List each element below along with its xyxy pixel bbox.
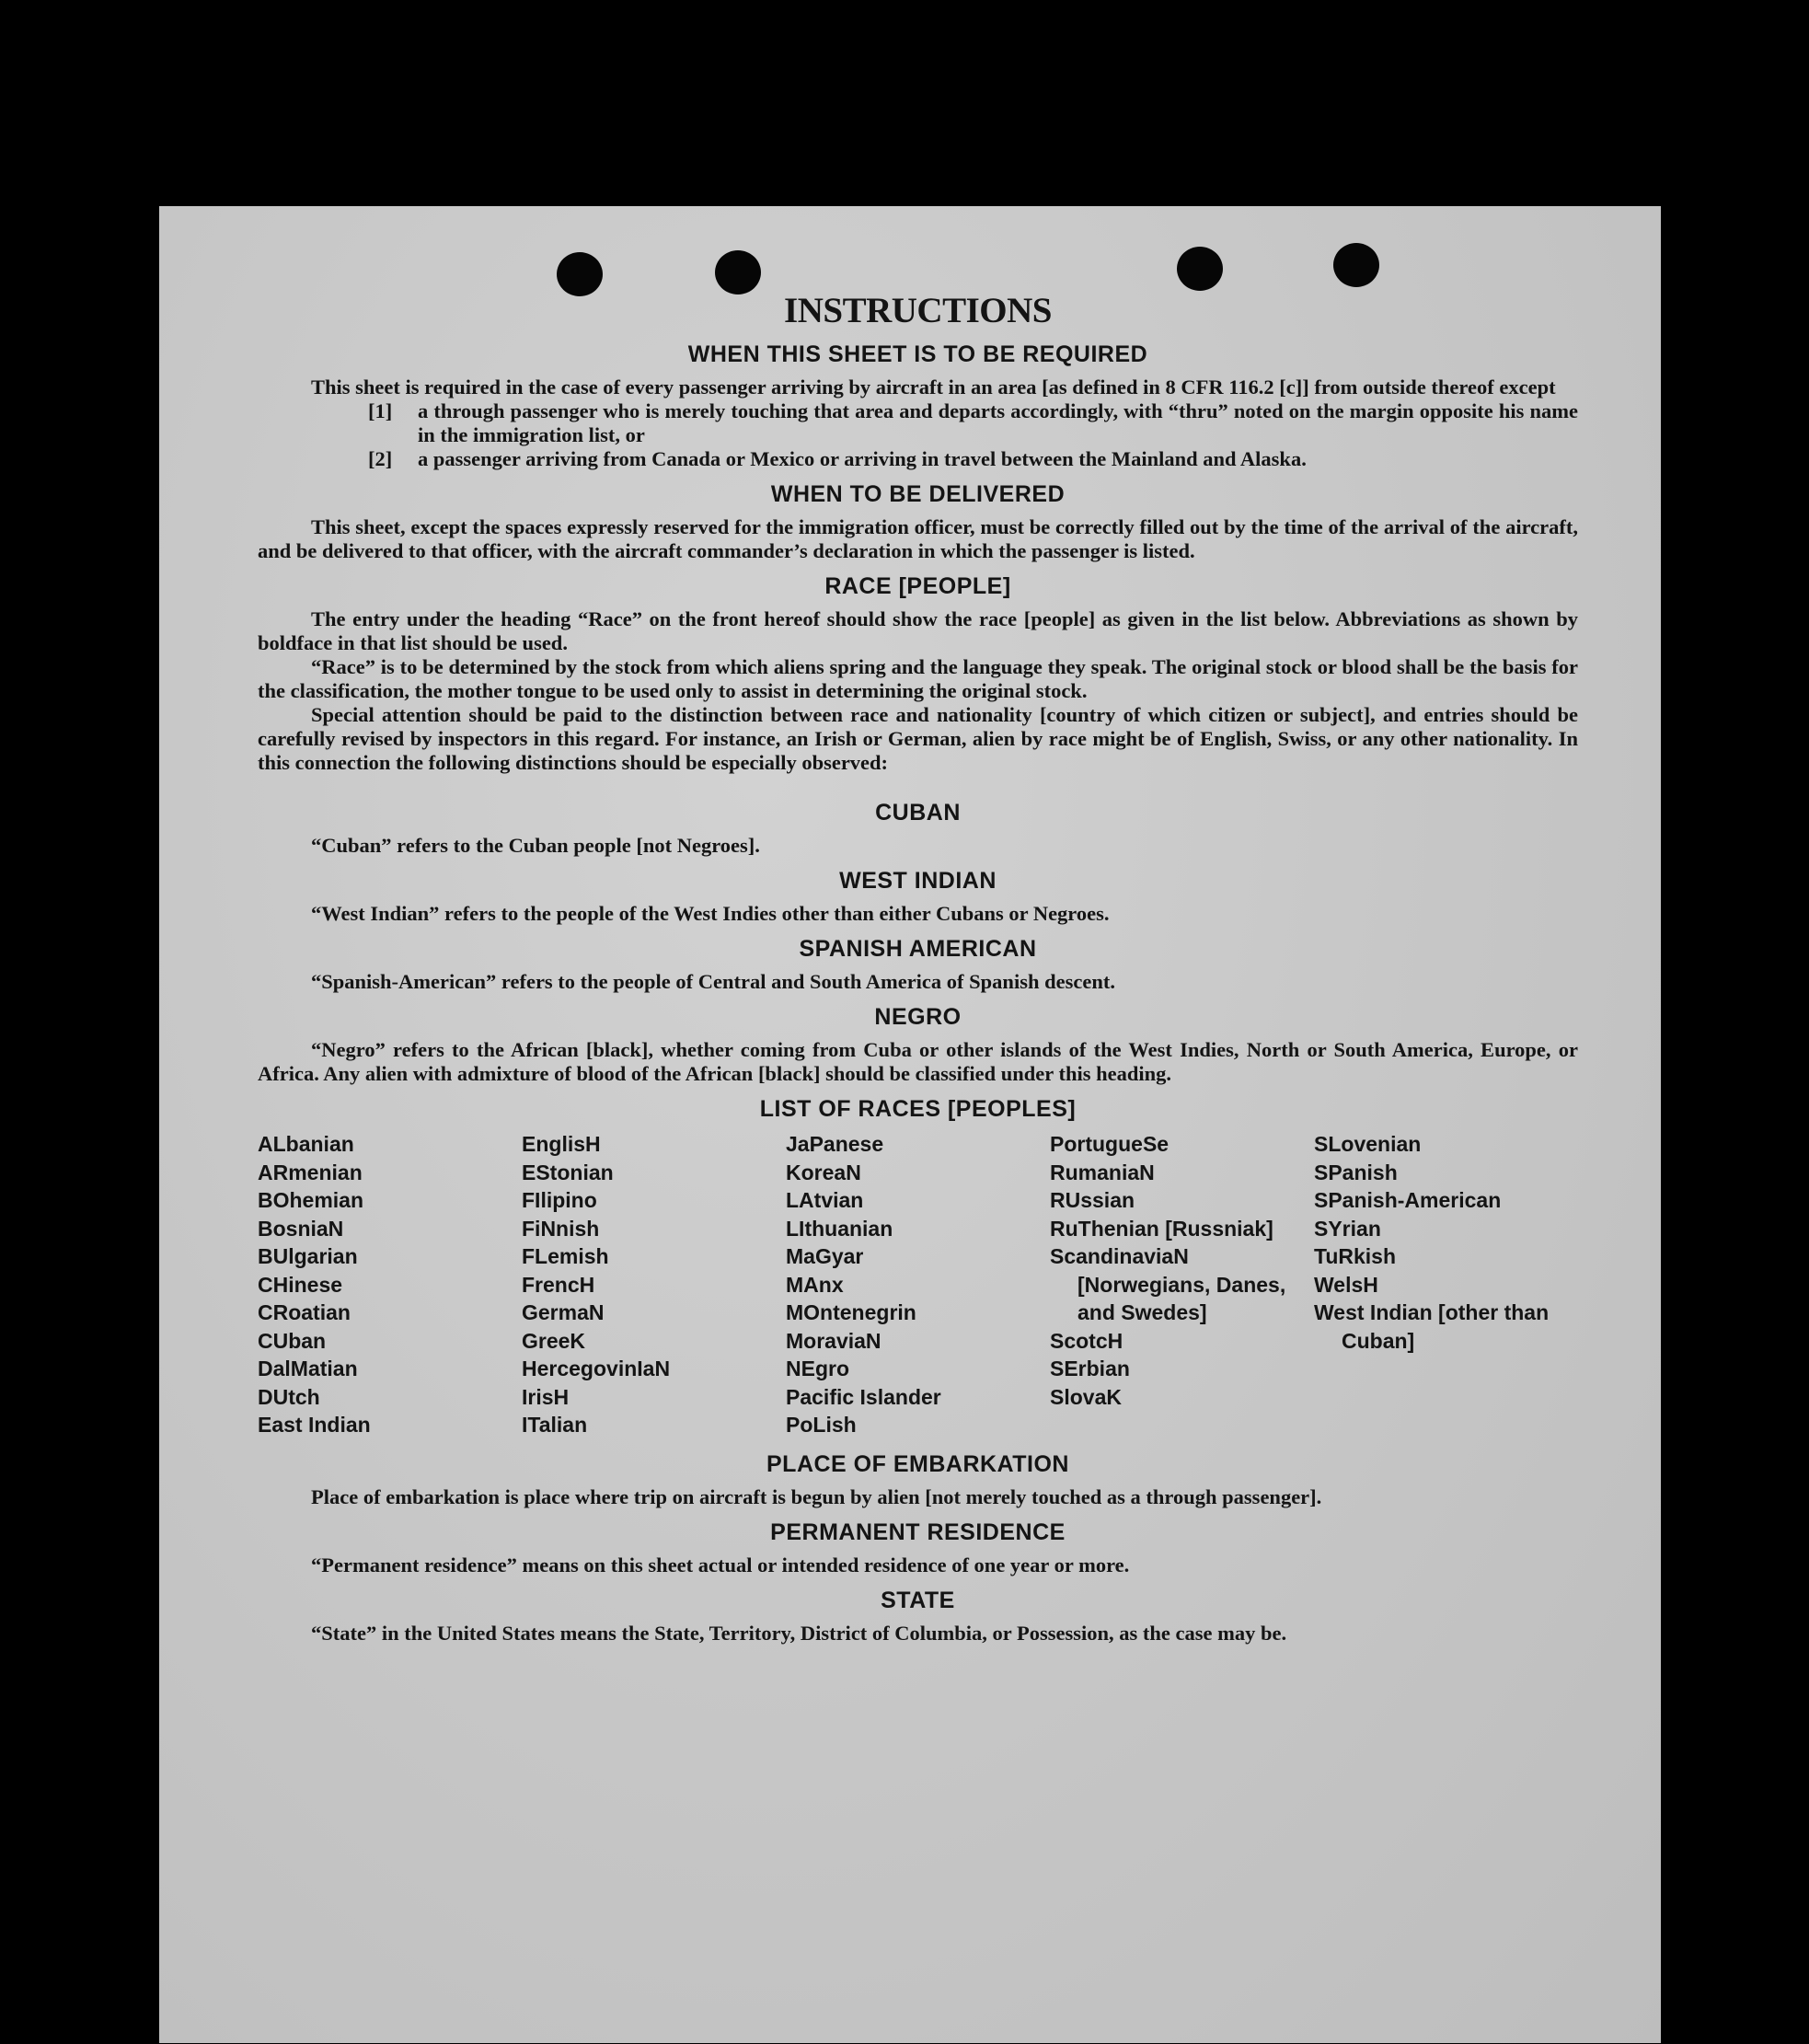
race-entry: MAnx	[786, 1272, 844, 1297]
section-heading-race-list: LIST OF RACES [PEOPLES]	[759, 1096, 1077, 1122]
exception-list	[368, 399, 1578, 471]
race-column	[522, 1130, 786, 1439]
race-paragraph: “Race” is to be determined by the stock from which aliens spring and the language they speak. The original stock or blood shall be the basis for the classification, the mother tongue to be used only to assist in determining the original stock.	[258, 655, 1578, 702]
race-entry: LAtvian	[786, 1188, 864, 1212]
race-entry: SLovenian	[1314, 1132, 1422, 1156]
race-entry: SPanish	[1314, 1160, 1398, 1184]
race-entry: FIlipino	[522, 1188, 597, 1212]
punch-hole	[1177, 247, 1223, 291]
section-heading-embarkation: PLACE OF EMBARKATION	[766, 1450, 1069, 1477]
section-heading-state: STATE	[881, 1587, 955, 1613]
race-entry: FiNnish	[522, 1216, 600, 1241]
exception-number: [1]	[368, 399, 393, 422]
race-entry: WelsH	[1314, 1272, 1378, 1297]
section-heading-required: WHEN THIS SHEET IS TO BE REQUIRED	[687, 341, 1148, 367]
delivered-text: This sheet, except the spaces expressly reserved for the immigration officer, must be correctly filled out by the time of the arrival of the aircraft, and be delivered to that officer, with the aircraft commander’s declaration in which the passenger is listed.	[258, 515, 1578, 562]
race-entry: MoraviaN	[786, 1328, 881, 1353]
required-intro: This sheet is required in the case of every passenger arriving by aircraft in an area [as defined in 8 CFR 116.2 [c]] from outside thereof except	[311, 375, 1556, 398]
section-heading-negro: NEGRO	[874, 1004, 962, 1030]
race-entry: KoreaN	[786, 1160, 861, 1184]
punch-hole	[557, 252, 603, 296]
section-heading-race: RACE [PEOPLE]	[824, 573, 1011, 599]
race-column	[1314, 1130, 1578, 1439]
race-entry: SPanish-American	[1314, 1188, 1502, 1212]
race-entry: IrisH	[522, 1384, 570, 1409]
exception-number: [2]	[368, 447, 393, 470]
race-entry: NEgro	[786, 1357, 849, 1380]
race-paragraph: The entry under the heading “Race” on the front hereof should show the race [people] as given in the list below. Abbreviations as shown by boldface in that list should be used.	[258, 607, 1578, 654]
race-entry: HercegovinIaN	[522, 1357, 671, 1380]
race-entry: EnglisH	[522, 1132, 601, 1156]
spanish-american-text: “Spanish-American” refers to the people of Central and South America of Spanish descent.	[311, 970, 1115, 993]
race-entry: RUssian	[1050, 1188, 1135, 1212]
race-entry: BOhemian	[258, 1188, 364, 1212]
west-indian-text: “West Indian” refers to the people of the West Indies other than either Cubans or Negroes.	[311, 902, 1110, 925]
race-entry: ScotcH	[1050, 1328, 1123, 1353]
punch-hole	[715, 250, 761, 294]
race-entry: DalMatian	[258, 1357, 358, 1380]
race-entry: CHinese	[258, 1272, 343, 1297]
race-entry: FrencH	[522, 1272, 595, 1297]
race-entry: DUtch	[258, 1384, 320, 1409]
race-entry: PortugueSe	[1050, 1132, 1170, 1156]
race-entry: GermaN	[522, 1300, 605, 1324]
race-entry: RuThenian [Russniak]	[1050, 1216, 1273, 1241]
race-entry: MOntenegrin	[786, 1300, 916, 1324]
negro-text: “Negro” refers to the African [black], whether coming from Cuba or other islands of the West Indies, North or South America, Europe, or Africa. Any alien with admixture of blood of the African [black] should be classified under this heading.	[258, 1038, 1578, 1085]
section-heading-west-indian: WEST INDIAN	[839, 868, 997, 894]
page-title: INSTRUCTIONS	[784, 291, 1052, 330]
race-entry: SlovaK	[1050, 1384, 1122, 1409]
race-entry: GreeK	[522, 1328, 586, 1353]
state-text: “State” in the United States means the State, Territory, District of Columbia, or Possession, as the case may be.	[311, 1621, 1287, 1645]
race-entry: TuRkish	[1314, 1244, 1397, 1268]
exception-text: a through passenger who is merely touching that area and departs accordingly, with “thru” noted on the margin opposite his name in the immigration list, or	[418, 399, 1578, 446]
race-entry: Pacific Islander	[786, 1384, 941, 1409]
exception-item	[368, 399, 1578, 447]
race-entry: ARmenian	[258, 1160, 363, 1184]
race-entry: PoLish	[786, 1413, 857, 1437]
section-heading-delivered: WHEN TO BE DELIVERED	[770, 481, 1066, 507]
instructions-document	[258, 291, 1578, 1646]
race-entry: CUban	[258, 1328, 327, 1353]
race-entry: RumaniaN	[1050, 1160, 1155, 1184]
race-entry: East Indian	[258, 1413, 371, 1437]
race-entry: SErbian	[1050, 1357, 1130, 1380]
race-column	[1050, 1130, 1314, 1439]
exception-item	[368, 447, 1578, 471]
section-heading-spanish-american: SPANISH AMERICAN	[799, 936, 1037, 962]
race-entry: ScandinaviaN [Norwegians, Danes, and Swedes]	[1050, 1244, 1286, 1324]
race-paragraph: Special attention should be paid to the distinction between race and nationality [country of which citizen or subject], and entries should be carefully revised by inspectors in this regard. For instance, an Irish or German, alien by race might be of English, Swiss, or any other nationality. In this connection the following distinctions should be especially observed:	[258, 703, 1578, 774]
race-column	[786, 1130, 1050, 1439]
race-entry: JaPanese	[786, 1132, 884, 1156]
race-entry: SYrian	[1314, 1216, 1381, 1241]
race-entry: BosniaN	[258, 1216, 344, 1241]
residence-text: “Permanent residence” means on this sheet actual or intended residence of one year or more.	[311, 1553, 1130, 1576]
embarkation-text: Place of embarkation is place where trip on aircraft is begun by alien [not merely touched as a through passenger].	[311, 1484, 1322, 1508]
cuban-text: “Cuban” refers to the Cuban people [not Negroes].	[311, 834, 760, 857]
race-entry: EStonian	[522, 1160, 614, 1184]
race-entry: ITalian	[522, 1413, 588, 1437]
race-list	[258, 1130, 1578, 1439]
race-entry: FLemish	[522, 1244, 609, 1268]
document-sheet	[159, 206, 1661, 2043]
race-entry: CRoatian	[258, 1300, 351, 1324]
section-heading-cuban: CUBAN	[875, 800, 961, 826]
race-entry: LIthuanian	[786, 1216, 893, 1241]
race-entry: West Indian [other than Cuban]	[1314, 1300, 1550, 1353]
punch-hole	[1333, 243, 1379, 287]
race-entry: BUlgarian	[258, 1244, 358, 1268]
exception-text: a passenger arriving from Canada or Mexico or arriving in travel between the Mainland and Alaska.	[418, 447, 1307, 470]
race-column	[258, 1130, 522, 1439]
race-entry: MaGyar	[786, 1244, 864, 1268]
section-heading-residence: PERMANENT RESIDENCE	[770, 1519, 1066, 1545]
race-entry: ALbanian	[258, 1132, 354, 1156]
